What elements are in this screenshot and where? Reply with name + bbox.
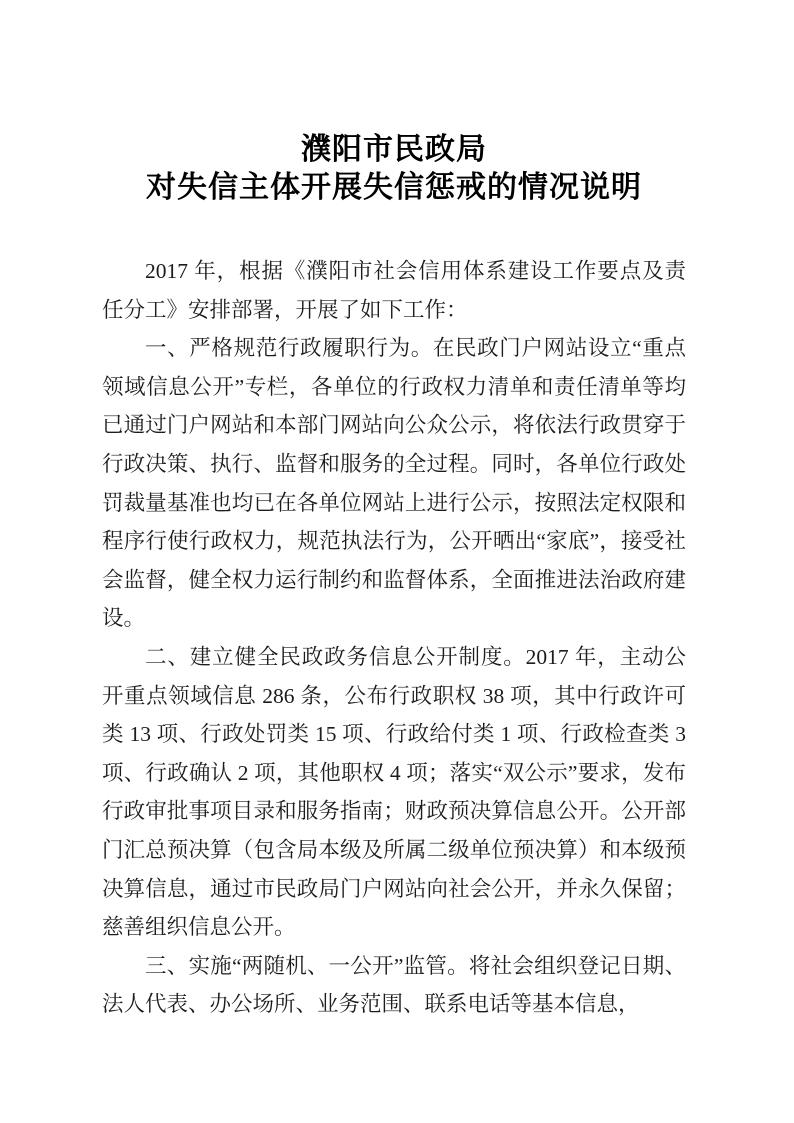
paragraph-section-1: 一、严格规范行政履职行为。在民政门户网站设立“重点领域信息公开”专栏，各单位的行政权力清单和责任清单等均已通过门户网站和本部门网站向公众公示，将依法行政贯穿于行政决策、执行、监督和服务的全过程。同时，各单位行政处罚裁量基准也均已在各单位网站上进行公示，按照法定权限和程序行使行政权力，规范执法行为，公开晒出“家底”，接受社会监督，健全权力运行制约和监督体系，全面推进法治政府建设。 xyxy=(102,336,686,631)
document-title-line2: 对失信主体开展失信惩戒的情况说明 xyxy=(146,171,642,204)
paragraph-section-3: 三、实施“两随机、一公开”监管。将社会组织登记日期、法人代表、办公场所、业务范围、联系电话等基本信息， xyxy=(102,953,686,1017)
document-title-line1: 濮阳市民政局 xyxy=(301,133,487,166)
paragraph-section-2: 二、建立健全民政政务信息公开制度。2017 年，主动公开重点领域信息 286 条，公布行政职权 38 项，其中行政许可类 13 项、行政处罚类 15 项、行政给付类 1 项、行政检查类 3 项、行政确认 2 项，其他职权 4 项；落实“双公示”要求，发布行政审批事项目录和服务指南；财政预决算信息公开。公开部门汇总预决算（包含局本级及所属二级单位预决算）和本级预决算信息，通过市民政局门户网站向社会公开，并永久保留；慈善组织信息公开。 xyxy=(102,644,686,940)
paragraph-intro: 2017 年，根据《濮阳市社会信用体系建设工作要点及责任分工》安排部署，开展了如下工作： xyxy=(102,259,686,322)
document-body xyxy=(102,252,686,1024)
document-title xyxy=(102,131,686,207)
